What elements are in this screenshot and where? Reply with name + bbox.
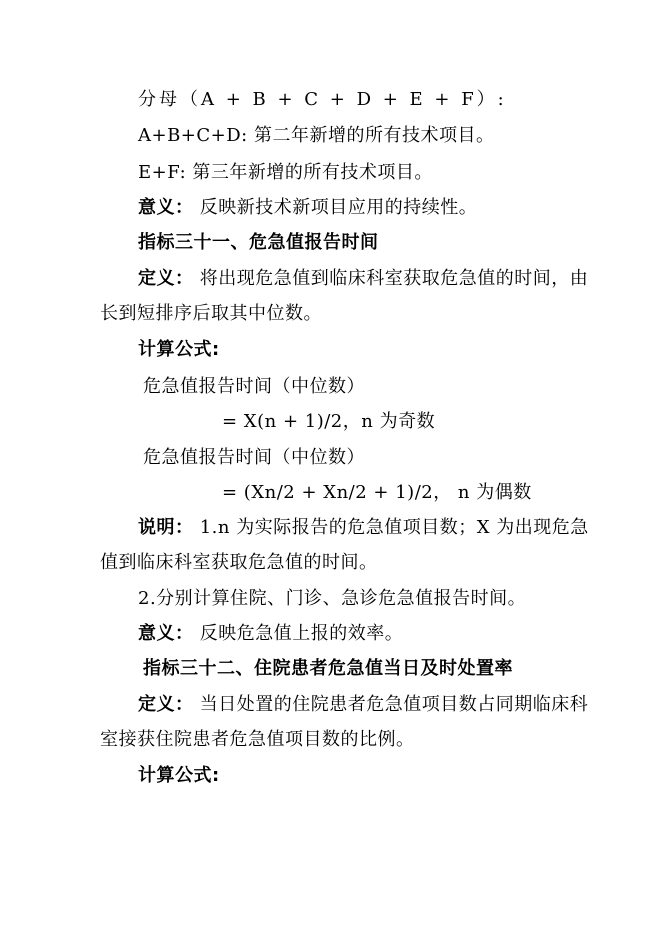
formula-1-expression: = X(n + 1)/2，n 为奇数 <box>222 411 436 432</box>
ef-line <box>138 161 433 185</box>
ef-text: 第三年新增的所有技术项目。 <box>192 162 433 183</box>
calc-formula-label-31: 计算公式: <box>138 339 220 360</box>
definition-text: 当日处置的住院患者危急值项目数占同期临床科 <box>199 694 589 715</box>
heading-indicator-31: 指标三十一、危急值报告时间 <box>138 232 379 253</box>
abcd-label: A+B+C+D: <box>138 125 248 146</box>
note-31-item-2: 2.分别计算住院、门诊、急诊危急值报告时间。 <box>138 588 527 609</box>
formula-2-label: 危急值报告时间（中位数） <box>143 447 365 468</box>
meaning-line-31 <box>138 622 403 646</box>
note-label: 说明： <box>138 517 194 538</box>
formula-1-label: 危急值报告时间（中位数） <box>143 376 365 397</box>
heading-indicator-32: 指标三十二、住院患者危急值当日及时处置率 <box>143 658 513 679</box>
definition-32-line-2: 室接获住院患者危急值项目数的比例。 <box>100 729 415 750</box>
meaning-label: 意义： <box>138 623 194 644</box>
meaning-line-1 <box>138 196 477 220</box>
note-31-line-1 <box>138 516 589 540</box>
ef-label: E+F: <box>138 162 187 183</box>
abcd-line <box>138 124 494 148</box>
denominator-line: 分母（A + B + C + D + E + F）: <box>138 89 507 110</box>
definition-31-line-2: 长到短排序后取其中位数。 <box>100 303 322 324</box>
definition-31-line-1 <box>138 267 588 291</box>
meaning-label: 意义： <box>138 197 194 218</box>
formula-2-expression: = (Xn/2 + Xn/2 + 1)/2， n 为偶数 <box>222 482 532 503</box>
note-31-line-2: 值到临床科室获取危急值的时间。 <box>100 552 378 573</box>
meaning-text: 反映危急值上报的效率。 <box>199 623 404 644</box>
definition-label: 定义： <box>138 268 194 289</box>
abcd-text: 第二年新增的所有技术项目。 <box>253 125 495 146</box>
calc-formula-label-32: 计算公式: <box>138 765 220 786</box>
definition-32-line-1 <box>138 693 588 717</box>
note-text: 1.n 为实际报告的危急值项目数；X 为出现危急 <box>199 517 589 538</box>
definition-label: 定义： <box>138 694 194 715</box>
meaning-text: 反映新技术新项目应用的持续性。 <box>199 197 478 218</box>
definition-text: 将出现危急值到临床科室获取危急值的时间，由 <box>199 268 589 289</box>
